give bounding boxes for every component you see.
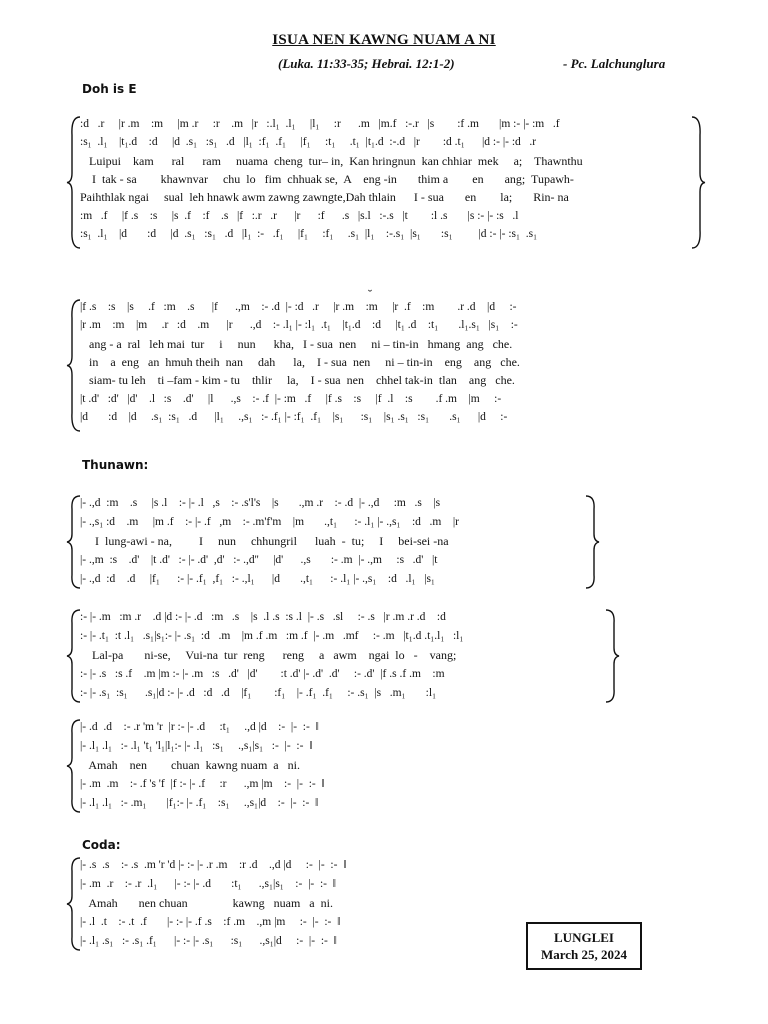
soprano-line: |- .,d :m .s |s .l :- |- .l ,s :- .s'l's |s .,m .r :- .d |- .,d :m .s |s	[80, 497, 441, 509]
tenor-line: |- .l .t :- .t .f |- :- |- .f .s :f .m .,m |m :- |- :- ‖	[80, 916, 341, 928]
lyric-line: Lal-pa ni-se, Vui-na tur reng reng a awm ngai lo - vang;	[80, 648, 457, 662]
lyric-line: Amah nen chuan kawng nuam a ni.	[80, 896, 333, 910]
soprano-line: |- .s .s :- .s .m 'r 'd |- :- |- .r .m :r .d .,d |d :- |- :- ‖	[80, 859, 347, 871]
lyric-verse-1: Luipui kam ral ram nuama cheng tur– in, Kan hringnun kan chhiar mek a; Thawnthu	[80, 154, 583, 168]
lyric-verse-3: Paihthlak ngai sual leh hnawk awm zawng zawngte,Dah thlain I - sua en la; Rin- na	[80, 190, 569, 204]
chorus-label: Thunawn:	[82, 458, 149, 472]
lyric-verse-1: ang - a ral leh mai tur i nun kha, I - sua nen ni – tin-in hmang ang che.	[80, 337, 513, 351]
alto-line: |r .m :m |m .r :d .m |r .,d :- .l₁ |- :l₁ .t₁ |t₁.d :d |t₁ .d :t₁ .l₁.s₁ |s₁ :-	[80, 319, 518, 331]
tenor-line: :- |- .s :s .f .m |m :- |- .m :s .d' |d' :t .d' |- .d' .d' :- .d' |f .s .f .m :m	[80, 668, 445, 680]
date-label: March 25, 2024	[540, 947, 628, 962]
music-system-2	[68, 298, 708, 433]
soprano-line: :d .r |r .m :m |m .r :r .m |r :.l₁ .l₁ |l₁ :r .m |m.f :-.r |s :f .m |m :- |- :m .f	[80, 118, 560, 130]
tenor-line: :m .f |f .s :s |s .f :f .s |f :.r .r |r :f .s |s.l :-.s |t :l .s |s :- |- :s .l	[80, 210, 519, 222]
scripture-references: (Luka. 11:33-35; Hebrai. 12:1-2)	[278, 56, 455, 71]
alto-line: |- .,s₁ :d .m |m .f :- |- .f ,m :- .m'f'm |m .,t₁ :- .l₁ |- .,s₁ :d .m |r	[80, 516, 459, 528]
right-brace-icon	[604, 608, 620, 704]
alto-line: |- .m .r :- .r .l₁ |- :- |- .d :t₁ .,s₁|s₁ :- |- :- ‖	[80, 878, 336, 890]
song-title: ISUA NEN KAWNG NUAM A NI	[272, 32, 496, 48]
tenor-line: |t .d' :d' |d' .l :s .d' |l .,s :- .f |- :m .f |f .s :s |f .l :s .f .m |m :-	[80, 393, 502, 405]
bass-line: |- .,d :d .d |f₁ :- |- .f₁ ,f₁ :- .,l₁ |d .,t₁ :- .l₁ |- .,s₁ :d .l₁ |s₁	[80, 573, 435, 585]
lyric-verse-3: siam- tu leh ti –fam - kim - tu thlir la, I - sua nen chhel tak-in tlan ang che.	[80, 373, 515, 387]
key-signature-label: Doh is E	[82, 82, 137, 96]
right-brace-icon	[690, 115, 706, 250]
music-system-1	[68, 115, 708, 250]
music-system-4	[68, 608, 628, 704]
place-date-box	[526, 922, 642, 970]
right-brace-icon	[584, 494, 600, 590]
music-system-3	[68, 494, 608, 590]
lyric-verse-2: I tak - sa khawnvar chu lo fim chhuak se, A eng -in thim a en ang; Tupawh-	[80, 172, 574, 186]
bass-line: |- .l₁ .s₁ :- .s₁ .f₁ |- :- |- .s₁ :s₁ .,s₁|d :- |- :- ‖	[80, 935, 337, 947]
alto-line: |- .l₁ .l₁ :- .l₁ 't₁ 'l₁|l₁:- |- .l₁ :s₁ .,s₁|s₁ :- |- :- ‖	[80, 740, 313, 752]
bass-line: :s₁ .l₁ |d :d |d .s₁ :s₁ .d |l₁ :- .f₁ |f₁ :f₁ .s₁ |l₁ :-.s₁ |s₁ :s₁ |d :- |- :s₁ .s₁	[80, 228, 538, 240]
coda-label: Coda:	[82, 838, 121, 852]
alto-line: :- |- .t₁ :t .l₁ .s₁|s₁:- |- .s₁ :d .m |m .f .m :m .f |- .m .mf :- .m |t₁.d .t₁.l₁ :l₁	[80, 630, 464, 642]
soprano-line: :- |- .m :m .r .d |d :- |- .d :m .s |s .l .s :s .l |- .s .sl :- .s |r .m .r .d :d	[80, 611, 446, 623]
music-system-5	[68, 718, 468, 814]
lyric-verse-2: in a eng an hmuh theih nan dah la, I - sua nen ni – tin-in eng ang che.	[80, 355, 520, 369]
soprano-line: |- .d .d :- .r 'm 'r |r :- |- .d :t₁ .,d |d :- |- :- ‖	[80, 721, 319, 733]
place-label: LUNGLEI	[554, 930, 614, 945]
soprano-line: |f .s :s |s .f :m .s |f .,m :- .d |- :d .r |r .m :m |r .f :m .r .d |d :-	[80, 301, 517, 313]
alto-line: :s₁ .l₁ |t₁.d :d |d .s₁ :s₁ .d |l₁ :f₁ .f₁ |f₁ :t₁ .t₁ |t₁.d :-.d |r :d .t₁ |d :- |- :d .r	[80, 136, 537, 148]
lyric-line: Amah nen chuan kawng nuam a ni.	[80, 758, 300, 772]
tenor-line: |- .,m :s .d' |t .d' :- |- .d' ,d' :- .,d'' |d' .,s :- .m |- .,m :s .d' |t	[80, 554, 438, 566]
bass-line: |- .l₁ .l₁ :- .m₁ |f₁:- |- .f₁ :s₁ .,s₁|d :- |- :- ‖	[80, 797, 319, 809]
composer-name: - Pc. Lalchunglura	[563, 56, 666, 71]
tenor-line: |- .m .m :- .f 's 'f |f :- |- .f :r .,m |m :- |- :- ‖	[80, 778, 325, 790]
lyric-line: I lung-awi - na, I nun chhungril luah - tu; I bei-sei -na	[80, 534, 449, 548]
music-system-coda	[68, 856, 488, 952]
bass-line: |d :d |d .s₁ :s₁ .d |l₁ .,s₁ :- .f₁ |- :f₁ .f₁ |s₁ :s₁ |s₁ .s₁ :s₁ .s₁ |d :-	[80, 411, 508, 423]
bass-line: :- |- .s₁ :s₁ .s₁|d :- |- .d :d .d |f₁ :f₁ |- .f₁ .f₁ :- .s₁ |s .m₁ :l₁	[80, 687, 437, 699]
